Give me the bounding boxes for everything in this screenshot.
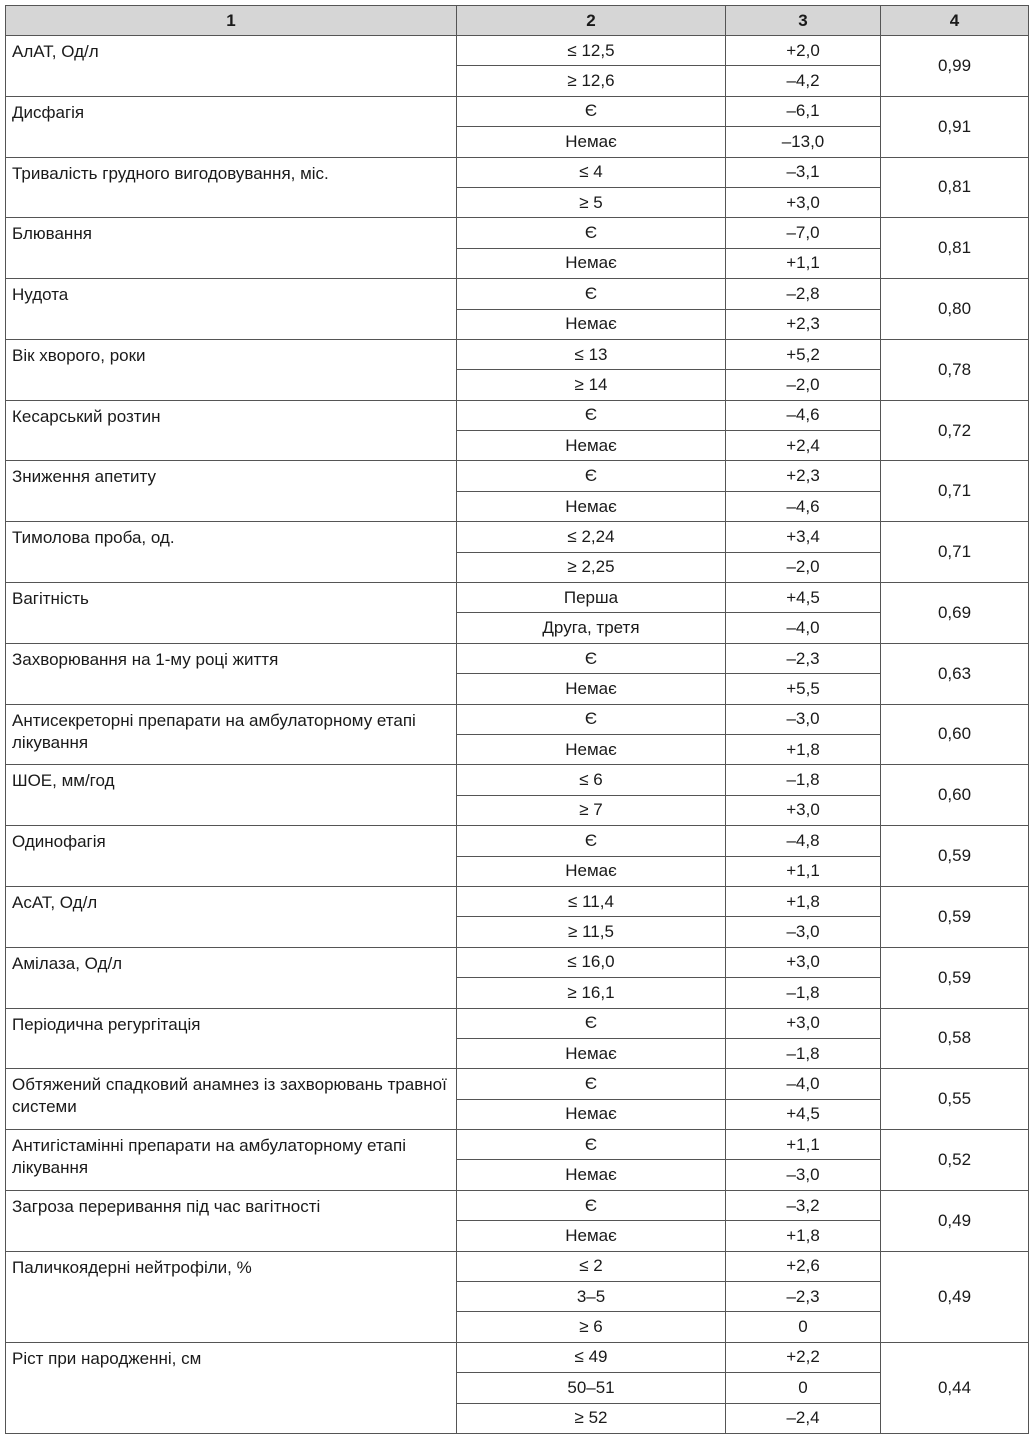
informativeness-cell: 0,80 (881, 279, 1029, 340)
gradation-cell: Немає (457, 1221, 726, 1251)
indicator-cell: Ріст при народженні, см (6, 1342, 457, 1433)
header-cell: 1 (6, 6, 457, 36)
gradation-cell: Є (457, 1069, 726, 1099)
informativeness-cell: 0,71 (881, 522, 1029, 583)
table-row (6, 96, 1029, 126)
coefficient-cell: +2,4 (726, 431, 881, 461)
table-row (6, 1069, 1029, 1099)
coefficient-cell: –4,6 (726, 400, 881, 430)
table-row (6, 583, 1029, 613)
coefficient-cell: +2,3 (726, 461, 881, 491)
table-row (6, 461, 1029, 491)
coefficient-cell: –4,8 (726, 826, 881, 856)
header-cell: 4 (881, 6, 1029, 36)
gradation-cell: Є (457, 826, 726, 856)
indicator-cell: Зниження апетиту (6, 461, 457, 522)
informativeness-cell: 0,49 (881, 1190, 1029, 1251)
table-row (6, 643, 1029, 673)
table-row (6, 218, 1029, 248)
header-cell: 2 (457, 6, 726, 36)
gradation-cell: ≥ 16,1 (457, 978, 726, 1008)
table-row (6, 400, 1029, 430)
gradation-cell: 3–5 (457, 1282, 726, 1312)
gradation-cell: Є (457, 400, 726, 430)
gradation-cell: Є (457, 279, 726, 309)
coefficient-cell: –2,4 (726, 1403, 881, 1433)
informativeness-cell: 0,81 (881, 157, 1029, 218)
gradation-cell: Є (457, 1190, 726, 1220)
informativeness-cell: 0,60 (881, 704, 1029, 765)
table-body (6, 36, 1029, 1434)
indicator-cell: Захворювання на 1-му році життя (6, 643, 457, 704)
gradation-cell: ≤ 2 (457, 1251, 726, 1281)
informativeness-cell: 0,91 (881, 96, 1029, 157)
gradation-cell: ≤ 4 (457, 157, 726, 187)
gradation-cell: ≥ 14 (457, 370, 726, 400)
gradation-cell: ≤ 13 (457, 339, 726, 369)
gradation-cell: ≤ 12,5 (457, 36, 726, 66)
data-table (5, 5, 1029, 1434)
gradation-cell: ≤ 2,24 (457, 522, 726, 552)
informativeness-cell: 0,55 (881, 1069, 1029, 1130)
informativeness-cell: 0,71 (881, 461, 1029, 522)
coefficient-cell: –1,8 (726, 1038, 881, 1068)
indicator-cell: Одинофагія (6, 826, 457, 887)
informativeness-cell: 0,59 (881, 826, 1029, 887)
gradation-cell: Немає (457, 734, 726, 764)
indicator-cell: Паличкоядерні нейтрофіли, % (6, 1251, 457, 1342)
informativeness-cell: 0,78 (881, 339, 1029, 400)
coefficient-cell: 0 (726, 1373, 881, 1403)
gradation-cell: ≤ 11,4 (457, 886, 726, 916)
coefficient-cell: +1,8 (726, 886, 881, 916)
indicator-cell: Амілаза, Од/л (6, 947, 457, 1008)
gradation-cell: Є (457, 1130, 726, 1160)
table-row (6, 826, 1029, 856)
coefficient-cell: –2,3 (726, 1282, 881, 1312)
gradation-cell: Немає (457, 674, 726, 704)
informativeness-cell: 0,52 (881, 1130, 1029, 1191)
gradation-cell: ≥ 7 (457, 795, 726, 825)
indicator-cell: Блювання (6, 218, 457, 279)
coefficient-cell: +1,1 (726, 856, 881, 886)
gradation-cell: Немає (457, 1160, 726, 1190)
coefficient-cell: –3,1 (726, 157, 881, 187)
gradation-cell: Немає (457, 856, 726, 886)
gradation-cell: Перша (457, 583, 726, 613)
gradation-cell: ≤ 16,0 (457, 947, 726, 977)
coefficient-cell: +3,0 (726, 1008, 881, 1038)
gradation-cell: Немає (457, 248, 726, 278)
coefficient-cell: –3,0 (726, 917, 881, 947)
indicator-cell: Нудота (6, 279, 457, 340)
gradation-cell: ≥ 52 (457, 1403, 726, 1433)
gradation-cell: ≥ 12,6 (457, 66, 726, 96)
table-row (6, 36, 1029, 66)
indicator-cell: АсАТ, Од/л (6, 886, 457, 947)
informativeness-cell: 0,69 (881, 583, 1029, 644)
coefficient-cell: –13,0 (726, 127, 881, 157)
informativeness-cell: 0,59 (881, 947, 1029, 1008)
coefficient-cell: +2,2 (726, 1342, 881, 1372)
coefficient-cell: –3,0 (726, 704, 881, 734)
table-row (6, 947, 1029, 977)
informativeness-cell: 0,49 (881, 1251, 1029, 1342)
gradation-cell: Друга, третя (457, 613, 726, 643)
gradation-cell: ≥ 11,5 (457, 917, 726, 947)
coefficient-cell: –6,1 (726, 96, 881, 126)
coefficient-cell: +5,2 (726, 339, 881, 369)
gradation-cell: Є (457, 218, 726, 248)
gradation-cell: ≤ 6 (457, 765, 726, 795)
table-row (6, 1342, 1029, 1372)
coefficient-cell: –2,8 (726, 279, 881, 309)
indicator-cell: Тривалість грудного вигодовування, міс. (6, 157, 457, 218)
informativeness-cell: 0,60 (881, 765, 1029, 826)
gradation-cell: Немає (457, 1099, 726, 1129)
table-row (6, 157, 1029, 187)
coefficient-cell: –4,2 (726, 66, 881, 96)
table-row (6, 1251, 1029, 1281)
indicator-cell: Вік хворого, роки (6, 339, 457, 400)
informativeness-cell: 0,99 (881, 36, 1029, 97)
informativeness-cell: 0,63 (881, 643, 1029, 704)
header-row (6, 6, 1029, 36)
coefficient-cell: +4,5 (726, 583, 881, 613)
coefficient-cell: –1,8 (726, 765, 881, 795)
coefficient-cell: +2,0 (726, 36, 881, 66)
table-row (6, 1130, 1029, 1160)
coefficient-cell: –3,0 (726, 1160, 881, 1190)
informativeness-cell: 0,58 (881, 1008, 1029, 1069)
indicator-cell: Дисфагія (6, 96, 457, 157)
table-row (6, 765, 1029, 795)
gradation-cell: Є (457, 96, 726, 126)
informativeness-cell: 0,81 (881, 218, 1029, 279)
gradation-cell: Є (457, 704, 726, 734)
coefficient-cell: +2,6 (726, 1251, 881, 1281)
coefficient-cell: –1,8 (726, 978, 881, 1008)
gradation-cell: Немає (457, 491, 726, 521)
coefficient-cell: –2,0 (726, 552, 881, 582)
table-row (6, 522, 1029, 552)
gradation-cell: Є (457, 643, 726, 673)
indicator-cell: Обтяжений спадковий анамнез із захворювань травної системи (6, 1069, 457, 1130)
coefficient-cell: –3,2 (726, 1190, 881, 1220)
table-row (6, 886, 1029, 916)
gradation-cell: Немає (457, 431, 726, 461)
gradation-cell: ≥ 2,25 (457, 552, 726, 582)
coefficient-cell: –4,0 (726, 613, 881, 643)
gradation-cell: Є (457, 461, 726, 491)
coefficient-cell: 0 (726, 1312, 881, 1342)
coefficient-cell: +5,5 (726, 674, 881, 704)
coefficient-cell: –2,0 (726, 370, 881, 400)
gradation-cell: Немає (457, 1038, 726, 1068)
gradation-cell: Немає (457, 127, 726, 157)
indicator-cell: Антигістамінні препарати на амбулаторному етапі лікування (6, 1130, 457, 1191)
coefficient-cell: +3,4 (726, 522, 881, 552)
coefficient-cell: +1,8 (726, 734, 881, 764)
informativeness-cell: 0,59 (881, 886, 1029, 947)
coefficient-cell: +1,8 (726, 1221, 881, 1251)
table-row (6, 339, 1029, 369)
indicator-cell: Тимолова проба, од. (6, 522, 457, 583)
coefficient-cell: –7,0 (726, 218, 881, 248)
indicator-cell: Періодична регургітація (6, 1008, 457, 1069)
coefficient-cell: –2,3 (726, 643, 881, 673)
gradation-cell: ≥ 6 (457, 1312, 726, 1342)
gradation-cell: Є (457, 1008, 726, 1038)
gradation-cell: ≥ 5 (457, 187, 726, 217)
informativeness-cell: 0,72 (881, 400, 1029, 461)
indicator-cell: Антисекреторні препарати на амбулаторному етапі лікування (6, 704, 457, 765)
coefficient-cell: –4,6 (726, 491, 881, 521)
gradation-cell: 50–51 (457, 1373, 726, 1403)
indicator-cell: АлАТ, Од/л (6, 36, 457, 97)
coefficient-cell: +1,1 (726, 1130, 881, 1160)
coefficient-cell: +3,0 (726, 795, 881, 825)
table-row (6, 704, 1029, 734)
coefficient-cell: +3,0 (726, 947, 881, 977)
coefficient-cell: +1,1 (726, 248, 881, 278)
table-row (6, 1008, 1029, 1038)
gradation-cell: Немає (457, 309, 726, 339)
informativeness-cell: 0,44 (881, 1342, 1029, 1433)
coefficient-cell: +3,0 (726, 187, 881, 217)
indicator-cell: Вагітність (6, 583, 457, 644)
header-cell: 3 (726, 6, 881, 36)
indicator-cell: ШОЕ, мм/год (6, 765, 457, 826)
table-row (6, 279, 1029, 309)
indicator-cell: Кесарський розтин (6, 400, 457, 461)
table-row (6, 1190, 1029, 1220)
gradation-cell: ≤ 49 (457, 1342, 726, 1372)
coefficient-cell: –4,0 (726, 1069, 881, 1099)
indicator-cell: Загроза переривання під час вагітності (6, 1190, 457, 1251)
coefficient-cell: +2,3 (726, 309, 881, 339)
coefficient-cell: +4,5 (726, 1099, 881, 1129)
